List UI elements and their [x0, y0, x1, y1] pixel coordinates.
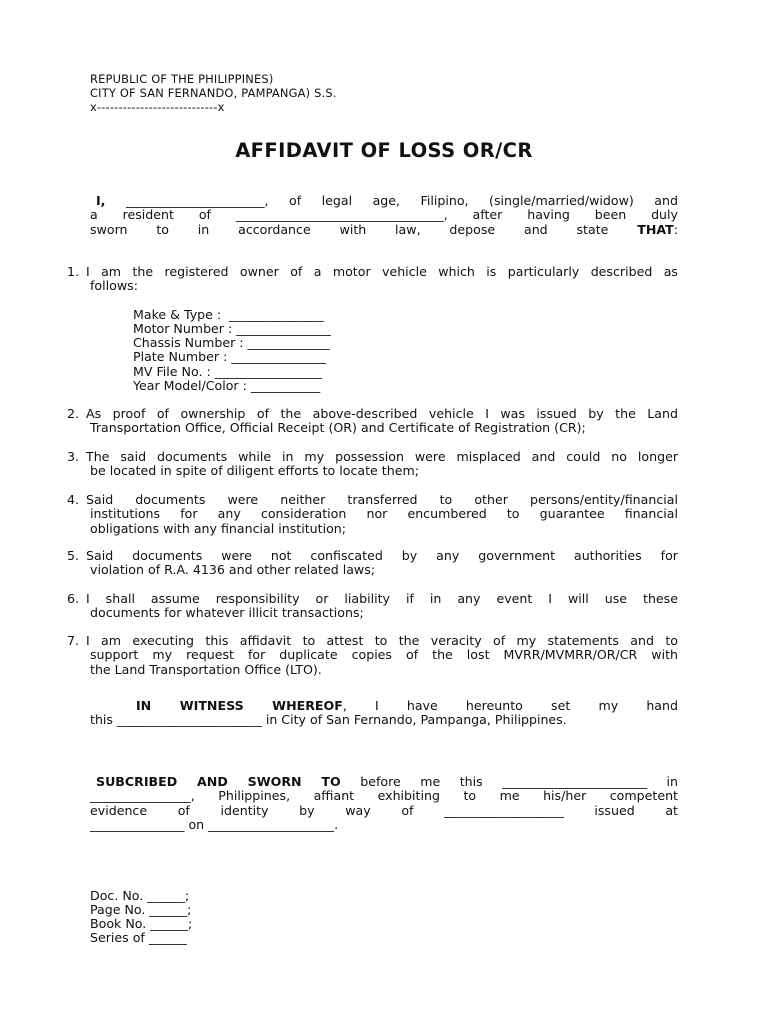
item-7-row-2: support my request for duplicate copies of the lost MVRR/MVMRR/OR/CR with [90, 647, 678, 663]
item-7-number: 7. [67, 633, 80, 648]
item-2-paragraph [86, 406, 678, 436]
intro-that-bold: THAT [637, 221, 674, 237]
intro-row-3 [90, 223, 678, 237]
subscribed-row-2: ________________, Philippines, affiant exhibiting to me his/her competent [90, 788, 678, 804]
notary-series-of: Series of ______ [90, 930, 187, 945]
witness-row-1-text: , I have hereunto set my hand [342, 698, 678, 713]
item-2-row-2: Transportation Office, Official Receipt (OR) and Certificate of Registration (CR); [90, 420, 586, 436]
intro-i-bold: I, [96, 193, 106, 208]
field-motor-number: Motor Number : _______________ [133, 321, 331, 336]
item-5-paragraph [86, 548, 678, 578]
item-6-row-1: I shall assume responsibility or liability if in any event I will use these [86, 591, 678, 606]
witness-row-2: this _______________________ in City of San Fernando, Pampanga, Philippines. [90, 712, 567, 728]
intro-row-3-text: sworn to in accordance with law, depose and state [90, 221, 609, 237]
subscribed-row-1 [90, 775, 678, 789]
item-3-row-1: The said documents while in my possession were misplaced and could no longer [86, 449, 678, 464]
subscribed-row-1-text: before me this _______________________ in [340, 774, 678, 789]
item-1-row-1: I am the registered owner of a motor vehicle which is particularly described as [86, 264, 678, 279]
item-4-number: 4. [67, 492, 80, 507]
item-5-row-1: Said documents were not confiscated by any government authorities for [86, 548, 678, 563]
document-title: AFFIDAVIT OF LOSS OR/CR [235, 139, 533, 162]
item-3-row-2: be located in spite of diligent efforts to locate them; [90, 463, 419, 479]
field-plate-number: Plate Number : _______________ [133, 349, 326, 364]
field-chassis-number: Chassis Number : _____________ [133, 335, 330, 350]
item-7-paragraph [86, 633, 678, 677]
item-5-number: 5. [67, 548, 80, 563]
item-6-number: 6. [67, 591, 80, 606]
item-4-paragraph [86, 492, 678, 536]
header-separator: x----------------------------x [90, 100, 225, 114]
field-year-model-color: Year Model/Color : ___________ [133, 378, 321, 393]
field-make-type: Make & Type : _______________ [133, 307, 324, 322]
item-4-row-3: obligations with any financial institution; [90, 520, 346, 536]
intro-colon: : [673, 221, 678, 237]
notary-doc-no: Doc. No. ______; [90, 888, 190, 903]
intro-row-2: a resident of _________________________________, after having been duly [90, 207, 678, 223]
intro-row-1-text: ______________________, of legal age, Filipino, (single/married/widow) and [105, 193, 678, 208]
witness-paragraph [90, 699, 678, 728]
item-3-number: 3. [67, 449, 80, 464]
subscribed-paragraph [90, 775, 678, 832]
intro-row-1 [90, 194, 678, 208]
witness-bold: IN WITNESS WHEREOF [136, 698, 343, 713]
item-2-number: 2. [67, 406, 80, 421]
item-7-row-3: the Land Transportation Office (LTO). [90, 661, 322, 677]
item-7-row-1: I am executing this affidavit to attest to the veracity of my statements and to [86, 633, 678, 648]
subscribed-bold: SUBCRIBED AND SWORN TO [96, 774, 341, 789]
item-5-row-2: violation of R.A. 4136 and other related laws; [90, 562, 376, 578]
item-3-paragraph [86, 449, 678, 479]
intro-paragraph [90, 194, 678, 237]
subscribed-row-3: evidence of identity by way of ___________________ issued at [90, 802, 678, 818]
item-4-row-1: Said documents were neither transferred to other persons/entity/financial [86, 492, 678, 507]
field-mv-file-no: MV File No. : _________________ [133, 364, 322, 379]
subscribed-row-4: _______________ on ____________________. [90, 816, 339, 832]
item-6-paragraph [86, 591, 678, 621]
item-1-row-2: follows: [90, 278, 138, 294]
item-6-row-2: documents for whatever illicit transactions; [90, 605, 364, 621]
header-city: CITY OF SAN FERNANDO, PAMPANGA) S.S. [90, 86, 337, 100]
notary-page-no: Page No. ______; [90, 902, 192, 917]
witness-row-1 [90, 699, 678, 713]
item-4-row-2: institutions for any consideration nor encumbered to guarantee financial [90, 506, 678, 522]
header-republic: REPUBLIC OF THE PHILIPPINES) [90, 72, 274, 86]
item-2-row-1: As proof of ownership of the above-described vehicle I was issued by the Land [86, 406, 678, 421]
item-1-number: 1. [67, 264, 80, 279]
item-1-paragraph [86, 264, 678, 294]
notary-book-no: Book No. ______; [90, 916, 193, 931]
